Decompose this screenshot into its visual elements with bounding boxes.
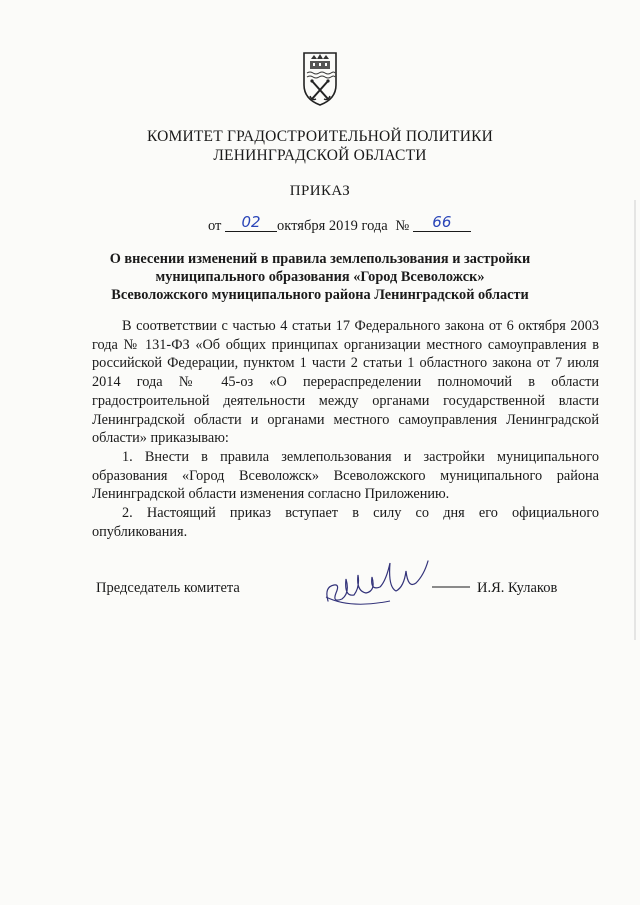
document-type: ПРИКАЗ <box>289 183 351 199</box>
order-number-handwritten: 66 <box>432 213 452 231</box>
signature-icon <box>320 557 480 613</box>
preamble-paragraph: В соответствии с частью 4 статьи 17 Федерального закона от 6 октября 2003 года № 131-ФЗ «Об общих принципах организации местного самоуправления в российской Федерации, пунктом 1 части 2 статьи 1 областного закона от 7 июля 2014 года № 45-оз «О перераспределении полномочий в области градостроительной деятельности между органами государственной власти Ленинградской области и органами местного самоуправления Ленинградской области» приказываю: <box>92 318 599 447</box>
item-2-paragraph: 2. Настоящий приказ вступает в силу со дня его официального опубликования. <box>92 505 599 540</box>
signatory-name: И.Я. Кулаков <box>477 580 558 596</box>
item-1-paragraph: 1. Внести в правила землепользования и застройки муниципального образования «Город Всеволожск» Всеволожского муниципального района Ленинградской области изменения согласно Приложению. <box>92 448 599 503</box>
scan-edge-line <box>634 200 636 640</box>
signatory-position: Председатель комитета <box>96 580 240 596</box>
number-sign: № <box>395 218 410 234</box>
date-prefix: от <box>208 218 222 234</box>
subject-line2: муниципального образования «Город Всеволожск» <box>155 269 485 285</box>
date-month-year: октября 2019 года <box>277 218 388 234</box>
committee-name-line1: КОМИТЕТ ГРАДОСТРОИТЕЛЬНОЙ ПОЛИТИКИ <box>146 128 494 145</box>
subject-line1: О внесении изменений в правила землепользования и застройки <box>109 251 531 267</box>
date-day-handwritten: 02 <box>241 213 261 231</box>
subject-line3: Всеволожского муниципального района Ленинградской области <box>111 287 529 303</box>
coat-of-arms-icon <box>301 49 339 107</box>
date-number-line <box>208 213 508 238</box>
date-day-field <box>225 213 277 232</box>
order-number-field <box>413 213 471 232</box>
document-body <box>92 317 599 541</box>
committee-name-line2: ЛЕНИНГРАДСКОЙ ОБЛАСТИ <box>213 147 427 164</box>
